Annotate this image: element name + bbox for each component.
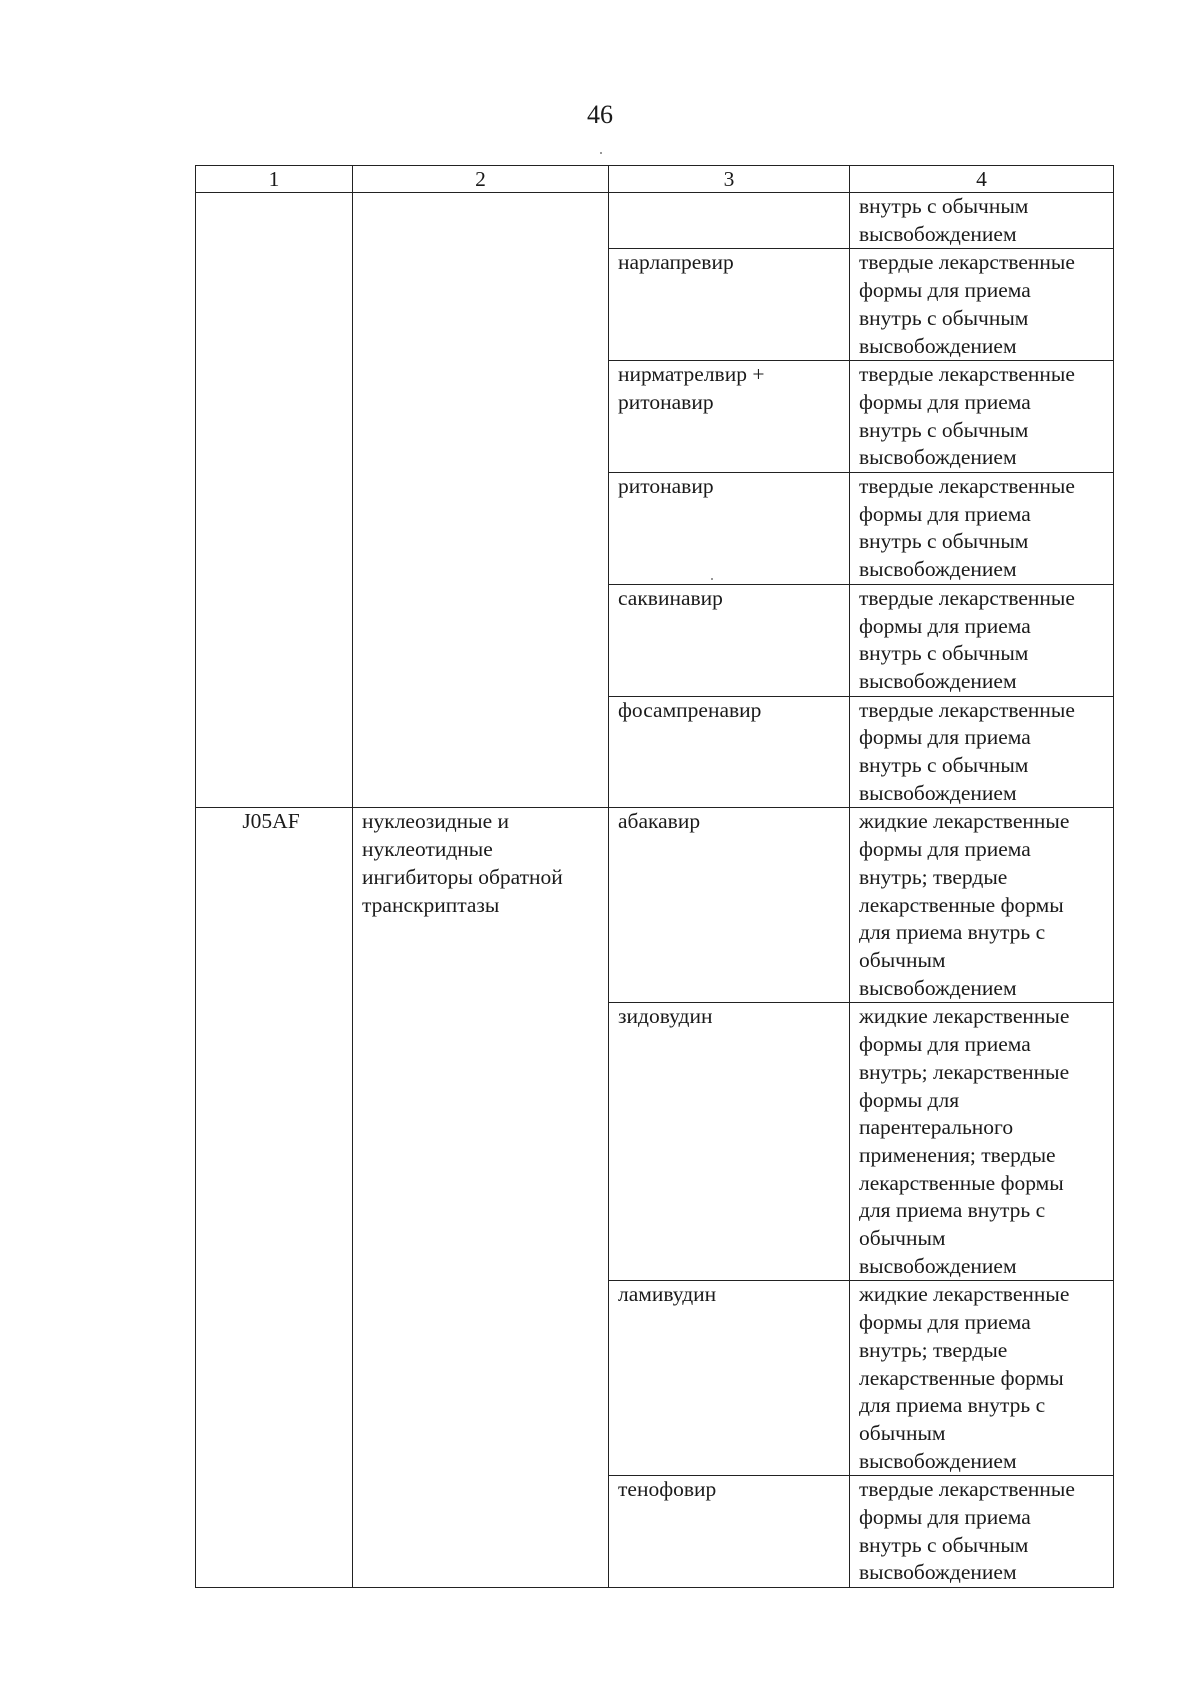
atc-code-cell [196, 193, 353, 808]
atc-code: J05AF [242, 809, 300, 834]
dosage-form-cell [850, 584, 1114, 696]
drug-name-cell [609, 473, 850, 585]
drug-name: нарлапревир [618, 250, 734, 275]
drug-name-cell [609, 249, 850, 361]
table-row [196, 193, 1114, 249]
drug-name: абакавир [618, 809, 701, 834]
atc-code-cell [196, 808, 353, 1588]
dosage-form: твердые лекарственные формы для приема внутрь с обычным высвобождением [859, 697, 1075, 805]
dosage-form: твердые лекарственные формы для приема внутрь с обычным высвобождением [859, 585, 1075, 693]
drug-name-cell [609, 1003, 850, 1281]
dosage-form: внутрь с обычным высвобождением [859, 194, 1029, 246]
drug-name: саквинавир [618, 585, 723, 610]
group-name: нуклеозидные и нуклеотидные ингибиторы обратной транскриптазы [362, 809, 563, 917]
dosage-form-cell [850, 1281, 1114, 1476]
dosage-form-cell [850, 808, 1114, 1003]
drug-name: ламивудин [618, 1282, 717, 1307]
drug-name-cell [609, 193, 850, 249]
drug-name-cell [609, 584, 850, 696]
drug-name: нирматрелвир + ритонавир [618, 362, 765, 414]
dosage-form: твердые лекарственные формы для приема внутрь с обычным высвобождением [859, 362, 1075, 470]
drug-name: тенофовир [618, 1477, 717, 1502]
drug-name-cell [609, 361, 850, 473]
dosage-form: твердые лекарственные формы для приема внутрь с обычным высвобождением [859, 1477, 1075, 1585]
column-header-2: 2 [353, 166, 609, 193]
page-number: 46 [587, 100, 613, 129]
table-row [196, 808, 1114, 1003]
dosage-form: жидкие лекарственные формы для приема внутрь; твердые лекарственные формы для приема внутрь с обычным высвобождением [859, 1282, 1070, 1473]
dosage-form-cell [850, 249, 1114, 361]
dosage-form-cell [850, 473, 1114, 585]
drug-name-cell [609, 696, 850, 808]
column-header-3: 3 [609, 166, 850, 193]
drug-name-cell [609, 1476, 850, 1588]
drug-name-cell [609, 808, 850, 1003]
header-row [196, 166, 1114, 193]
column-header-1: 1 [196, 166, 353, 193]
drug-name: фосампренавир [618, 697, 762, 722]
dosage-form-cell [850, 696, 1114, 808]
dosage-form-cell [850, 361, 1114, 473]
dosage-form: жидкие лекарственные формы для приема внутрь; лекарственные формы для парентерального применения; твердые лекарственные формы для приема внутрь с обычным высвобождением [859, 1004, 1070, 1278]
drug-name: зидовудин [618, 1004, 713, 1029]
scan-speck [711, 578, 713, 580]
group-name-cell [353, 808, 609, 1588]
drug-name-cell [609, 1281, 850, 1476]
dosage-form: жидкие лекарственные формы для приема внутрь; твердые лекарственные формы для приема внутрь с обычным высвобождением [859, 809, 1070, 1000]
drug-name: ритонавир [618, 474, 714, 499]
column-header-4: 4 [850, 166, 1114, 193]
dosage-form: твердые лекарственные формы для приема внутрь с обычным высвобождением [859, 250, 1075, 358]
dosage-form-cell [850, 1476, 1114, 1588]
scan-speck [600, 152, 602, 154]
group-name-cell [353, 193, 609, 808]
dosage-form: твердые лекарственные формы для приема внутрь с обычным высвобождением [859, 474, 1075, 582]
dosage-form-cell [850, 1003, 1114, 1281]
drug-table [195, 165, 1114, 1588]
dosage-form-cell [850, 193, 1114, 249]
